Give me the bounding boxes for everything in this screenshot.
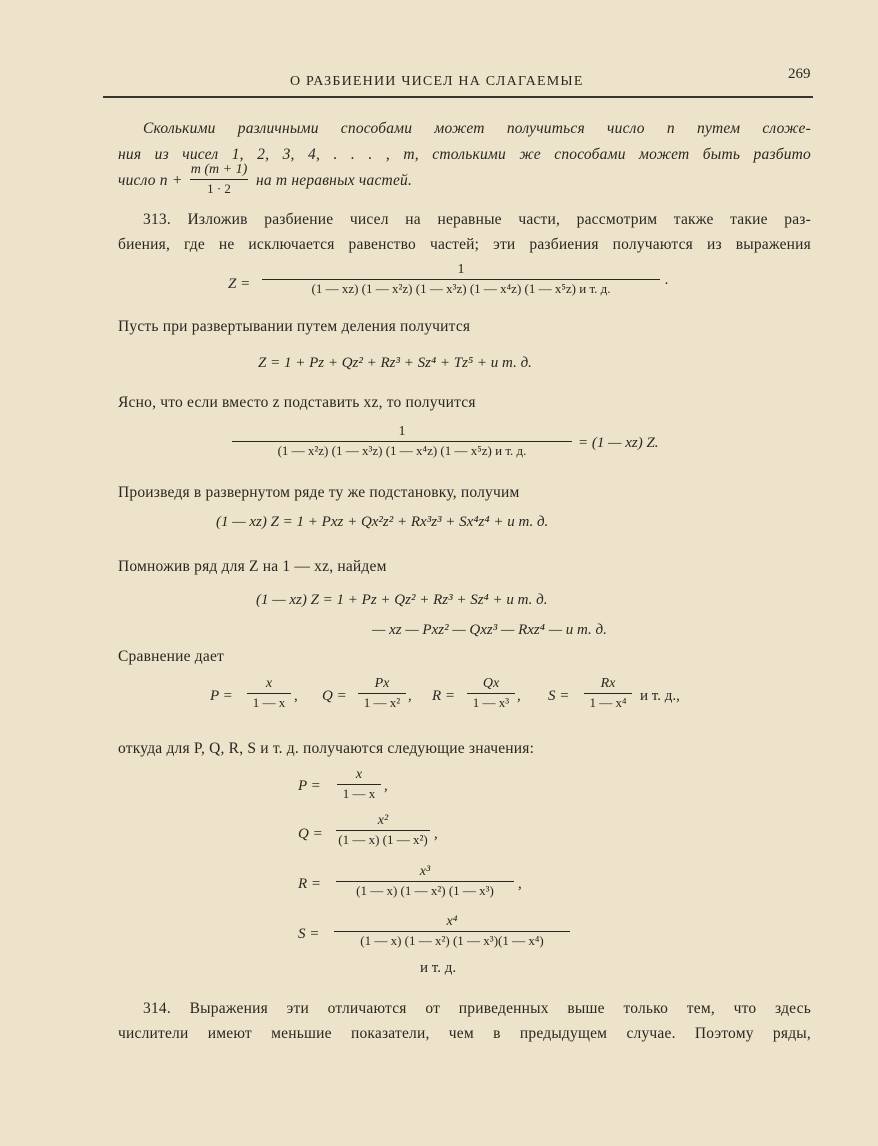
val-r-sep: , bbox=[518, 876, 522, 892]
val-p-den: 1 — x bbox=[342, 786, 376, 801]
eq5-line-b: — xz — Pxz² — Qxz³ — Rxz⁴ — и т. д. bbox=[372, 622, 607, 638]
val-s-num: x⁴ bbox=[446, 914, 458, 929]
text-6: Сравнение дает bbox=[118, 648, 225, 665]
eq5-line-a: (1 — xz) Z = 1 + Pz + Qz² + Rz³ + Sz⁴ + и т. д. bbox=[256, 592, 548, 608]
text-4: Произведя в развернутом ряде ту же подстановку, получим bbox=[118, 484, 520, 501]
val-q-sep: , bbox=[434, 826, 438, 842]
val-r-lhs: R = bbox=[298, 876, 322, 892]
intro-fraction bbox=[190, 162, 248, 197]
eq3-numerator: 1 bbox=[398, 424, 406, 439]
running-header-title: О РАЗБИЕНИИ ЧИСЕЛ НА СЛАГАЕМЫЕ bbox=[290, 74, 584, 89]
eq1-end: · bbox=[664, 276, 669, 292]
eq6-r-num: Qx bbox=[482, 676, 500, 691]
eq6-r-den: 1 — x³ bbox=[472, 695, 510, 710]
val-r-den: (1 — x) (1 — x²) (1 — x³) bbox=[356, 883, 494, 898]
text-5: Помножив ряд для Z на 1 — xz, найдем bbox=[118, 558, 387, 575]
page-number: 269 bbox=[788, 66, 811, 82]
eq1-fraction bbox=[262, 262, 660, 297]
eq6-s-tail: и т. д., bbox=[640, 688, 680, 704]
eq6-s-lhs: S = bbox=[548, 688, 570, 704]
p313-line-1: 313. Изложив разбиение чисел на неравные части, рассмотрим также такие раз- bbox=[143, 211, 811, 228]
val-p-num: x bbox=[355, 767, 363, 782]
val-r-num: x³ bbox=[419, 864, 431, 879]
fraction-bar bbox=[232, 441, 572, 442]
val-q-fraction bbox=[336, 813, 430, 848]
val-q-lhs: Q = bbox=[298, 826, 323, 842]
eq6-q-sep: , bbox=[408, 688, 412, 704]
p314-line-2: числители имеют меньшие показатели, чем в предыдущем случае. Поэтому ряды, bbox=[118, 1025, 811, 1042]
eq3-fraction bbox=[232, 424, 572, 459]
values-etc: и т. д. bbox=[420, 960, 457, 976]
p314-line-1: 314. Выражения эти отличаются от приведенных выше только тем, что здесь bbox=[143, 1000, 811, 1017]
p313-line-2: биения, где не исключается равенство частей; эти разбиения получаются из выражения bbox=[118, 236, 811, 253]
eq3-denominator: (1 — x²z) (1 — x³z) (1 — x⁴z) (1 — x⁵z) и т. д. bbox=[277, 443, 527, 458]
fraction-bar bbox=[467, 693, 515, 694]
intro-fraction-denominator: 1 · 2 bbox=[207, 181, 231, 196]
val-p-sep: , bbox=[384, 778, 388, 794]
fraction-bar bbox=[336, 881, 514, 882]
eq1-numerator: 1 bbox=[457, 262, 465, 277]
eq6-q-num: Px bbox=[374, 676, 390, 691]
eq6-r-lhs: R = bbox=[432, 688, 456, 704]
eq6-s-fraction bbox=[584, 676, 632, 711]
header-rule bbox=[103, 96, 813, 98]
val-p-lhs: P = bbox=[298, 778, 321, 794]
eq1-lhs: Z = bbox=[228, 276, 251, 292]
val-s-lhs: S = bbox=[298, 926, 320, 942]
eq2: Z = 1 + Pz + Qz² + Rz³ + Sz⁴ + Tz⁵ + и т. д. bbox=[258, 355, 532, 371]
eq3-rhs: = (1 — xz) Z. bbox=[578, 435, 659, 451]
eq6-p-den: 1 — x bbox=[252, 695, 286, 710]
intro-line-2: ния из чисел 1, 2, 3, 4, . . . , m, столькими же способами может быть разбито bbox=[118, 146, 811, 163]
val-s-den: (1 — x) (1 — x²) (1 — x³)(1 — x⁴) bbox=[360, 933, 544, 948]
fraction-bar bbox=[584, 693, 632, 694]
eq6-p-num: x bbox=[265, 676, 273, 691]
eq6-r-fraction bbox=[467, 676, 515, 711]
eq6-q-fraction bbox=[358, 676, 406, 711]
intro-fraction-numerator: m (m + 1) bbox=[190, 162, 248, 177]
fraction-bar bbox=[334, 931, 570, 932]
val-q-num: x² bbox=[377, 813, 389, 828]
eq6-s-den: 1 — x⁴ bbox=[589, 695, 627, 710]
eq4: (1 — xz) Z = 1 + Pxz + Qx²z² + Rx³z³ + Sx⁴z⁴ + и т. д. bbox=[216, 514, 549, 530]
eq6-p-sep: , bbox=[294, 688, 298, 704]
fraction-bar bbox=[358, 693, 406, 694]
eq6-r-sep: , bbox=[517, 688, 521, 704]
val-p-fraction bbox=[337, 767, 381, 802]
eq1-denominator: (1 — xz) (1 — x²z) (1 — x³z) (1 — x⁴z) (1 — x⁵z) и т. д. bbox=[311, 281, 611, 296]
fraction-bar bbox=[262, 279, 660, 280]
text-2: Пусть при развертывании путем деления получится bbox=[118, 318, 471, 335]
val-q-den: (1 — x) (1 — x²) bbox=[338, 832, 428, 847]
val-r-fraction bbox=[336, 864, 514, 899]
val-s-fraction bbox=[334, 914, 570, 949]
fraction-bar bbox=[190, 179, 248, 180]
fraction-bar bbox=[336, 830, 430, 831]
eq6-q-lhs: Q = bbox=[322, 688, 347, 704]
intro-line-3-post: на m неравных частей. bbox=[256, 172, 413, 189]
eq6-s-num: Rx bbox=[600, 676, 616, 691]
text-3: Ясно, что если вместо z подставить xz, то получится bbox=[118, 394, 476, 411]
fraction-bar bbox=[337, 784, 381, 785]
fraction-bar bbox=[247, 693, 291, 694]
eq6-p-lhs: P = bbox=[210, 688, 233, 704]
eq6-p-fraction bbox=[247, 676, 291, 711]
eq6-q-den: 1 — x² bbox=[363, 695, 401, 710]
intro-line-1: Сколькими различными способами может получиться число n путем сложе- bbox=[143, 120, 811, 137]
intro-line-3-pre: число n + bbox=[118, 172, 183, 189]
text-7: откуда для P, Q, R, S и т. д. получаются следующие значения: bbox=[118, 740, 535, 757]
